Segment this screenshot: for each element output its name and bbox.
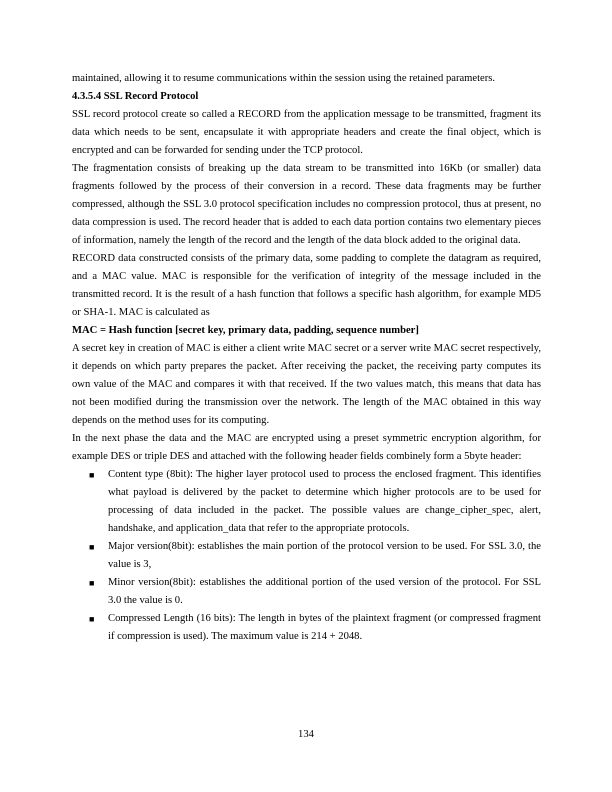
paragraph-record-data: RECORD data constructed consists of the primary data, some padding to complete the datagram as required, and a MAC value. MAC is responsible for the verification of integrity of the message included in the transmitted record. It is the result of a hash function that follows a specific hash algorithm, for example MD5 or SHA-1. MAC is calculated as — [72, 253, 541, 318]
list-item — [72, 574, 541, 610]
list-item — [72, 610, 541, 646]
list-item-text: Minor version(8bit): establishes the additional portion of the used version of the protocol. For SSL 3.0 the value is 0. — [108, 577, 541, 606]
paragraph-encryption: In the next phase the data and the MAC are encrypted using a preset symmetric encryption algorithm, for example DES or triple DES and attached with the following header fields combinely form a 5byte header: — [72, 433, 541, 462]
page-number: 134 — [298, 729, 314, 740]
paragraph-record-overview: SSL record protocol create so called a RECORD from the application message to be transmitted, fragment its data which needs to be sent, encapsulate it with appropriate headers and create the final object, which is encrypted and can be forwarded for sending under the TCP protocol. — [72, 109, 541, 156]
paragraph-secret-key: A secret key in creation of MAC is either a client write MAC secret or a server write MAC secret respectively, it depends on which party prepares the packet. After receiving the packet, the receiving party computes its own value of the MAC and compares it with that received. If the two values match, this means that data has not been modified during the transmission over the network. The length of the MAC obtained in this way depends on the method uses for its computing. — [72, 343, 541, 426]
header-fields-list — [72, 466, 541, 646]
square-bullet-icon: ■ — [89, 614, 95, 624]
square-bullet-icon: ■ — [89, 578, 95, 588]
intro-paragraph: maintained, allowing it to resume communications within the session using the retained parameters. — [72, 73, 496, 84]
square-bullet-icon: ■ — [89, 542, 95, 552]
mac-formula: MAC = Hash function [secret key, primary data, padding, sequence number] — [72, 325, 419, 336]
list-item — [72, 538, 541, 574]
list-item-text: Compressed Length (16 bits): The length in bytes of the plaintext fragment (or compressed fragment if compression is used). The maximum value is 214 + 2048. — [108, 613, 541, 642]
section-heading: 4.3.5.4 SSL Record Protocol — [72, 91, 199, 102]
square-bullet-icon: ■ — [89, 470, 95, 480]
list-item — [72, 466, 541, 538]
paragraph-fragmentation: The fragmentation consists of breaking up the data stream to be transmitted into 16Kb (or smaller) data fragments followed by the process of their conversion in a record. These data fragments may be further compressed, although the SSL 3.0 protocol specification includes no compression protocol, thus at present, no data compression is used. The record header that is added to each data portion contains two elementary pieces of information, namely the length of the record and the length of the data block added to the original data. — [72, 163, 541, 246]
page-body — [72, 70, 541, 646]
list-item-text: Content type (8bit): The higher layer protocol used to process the enclosed fragment. This identifies what payload is delivered by the packet to determine which higher protocols are to be used for processing of data included in the packet. The possible values are change_cipher_spec, alert, handshake, and application_data that refer to the appropriate protocols. — [108, 469, 541, 534]
list-item-text: Major version(8bit): establishes the main portion of the protocol version to be used. For SSL 3.0, the value is 3, — [108, 541, 541, 570]
